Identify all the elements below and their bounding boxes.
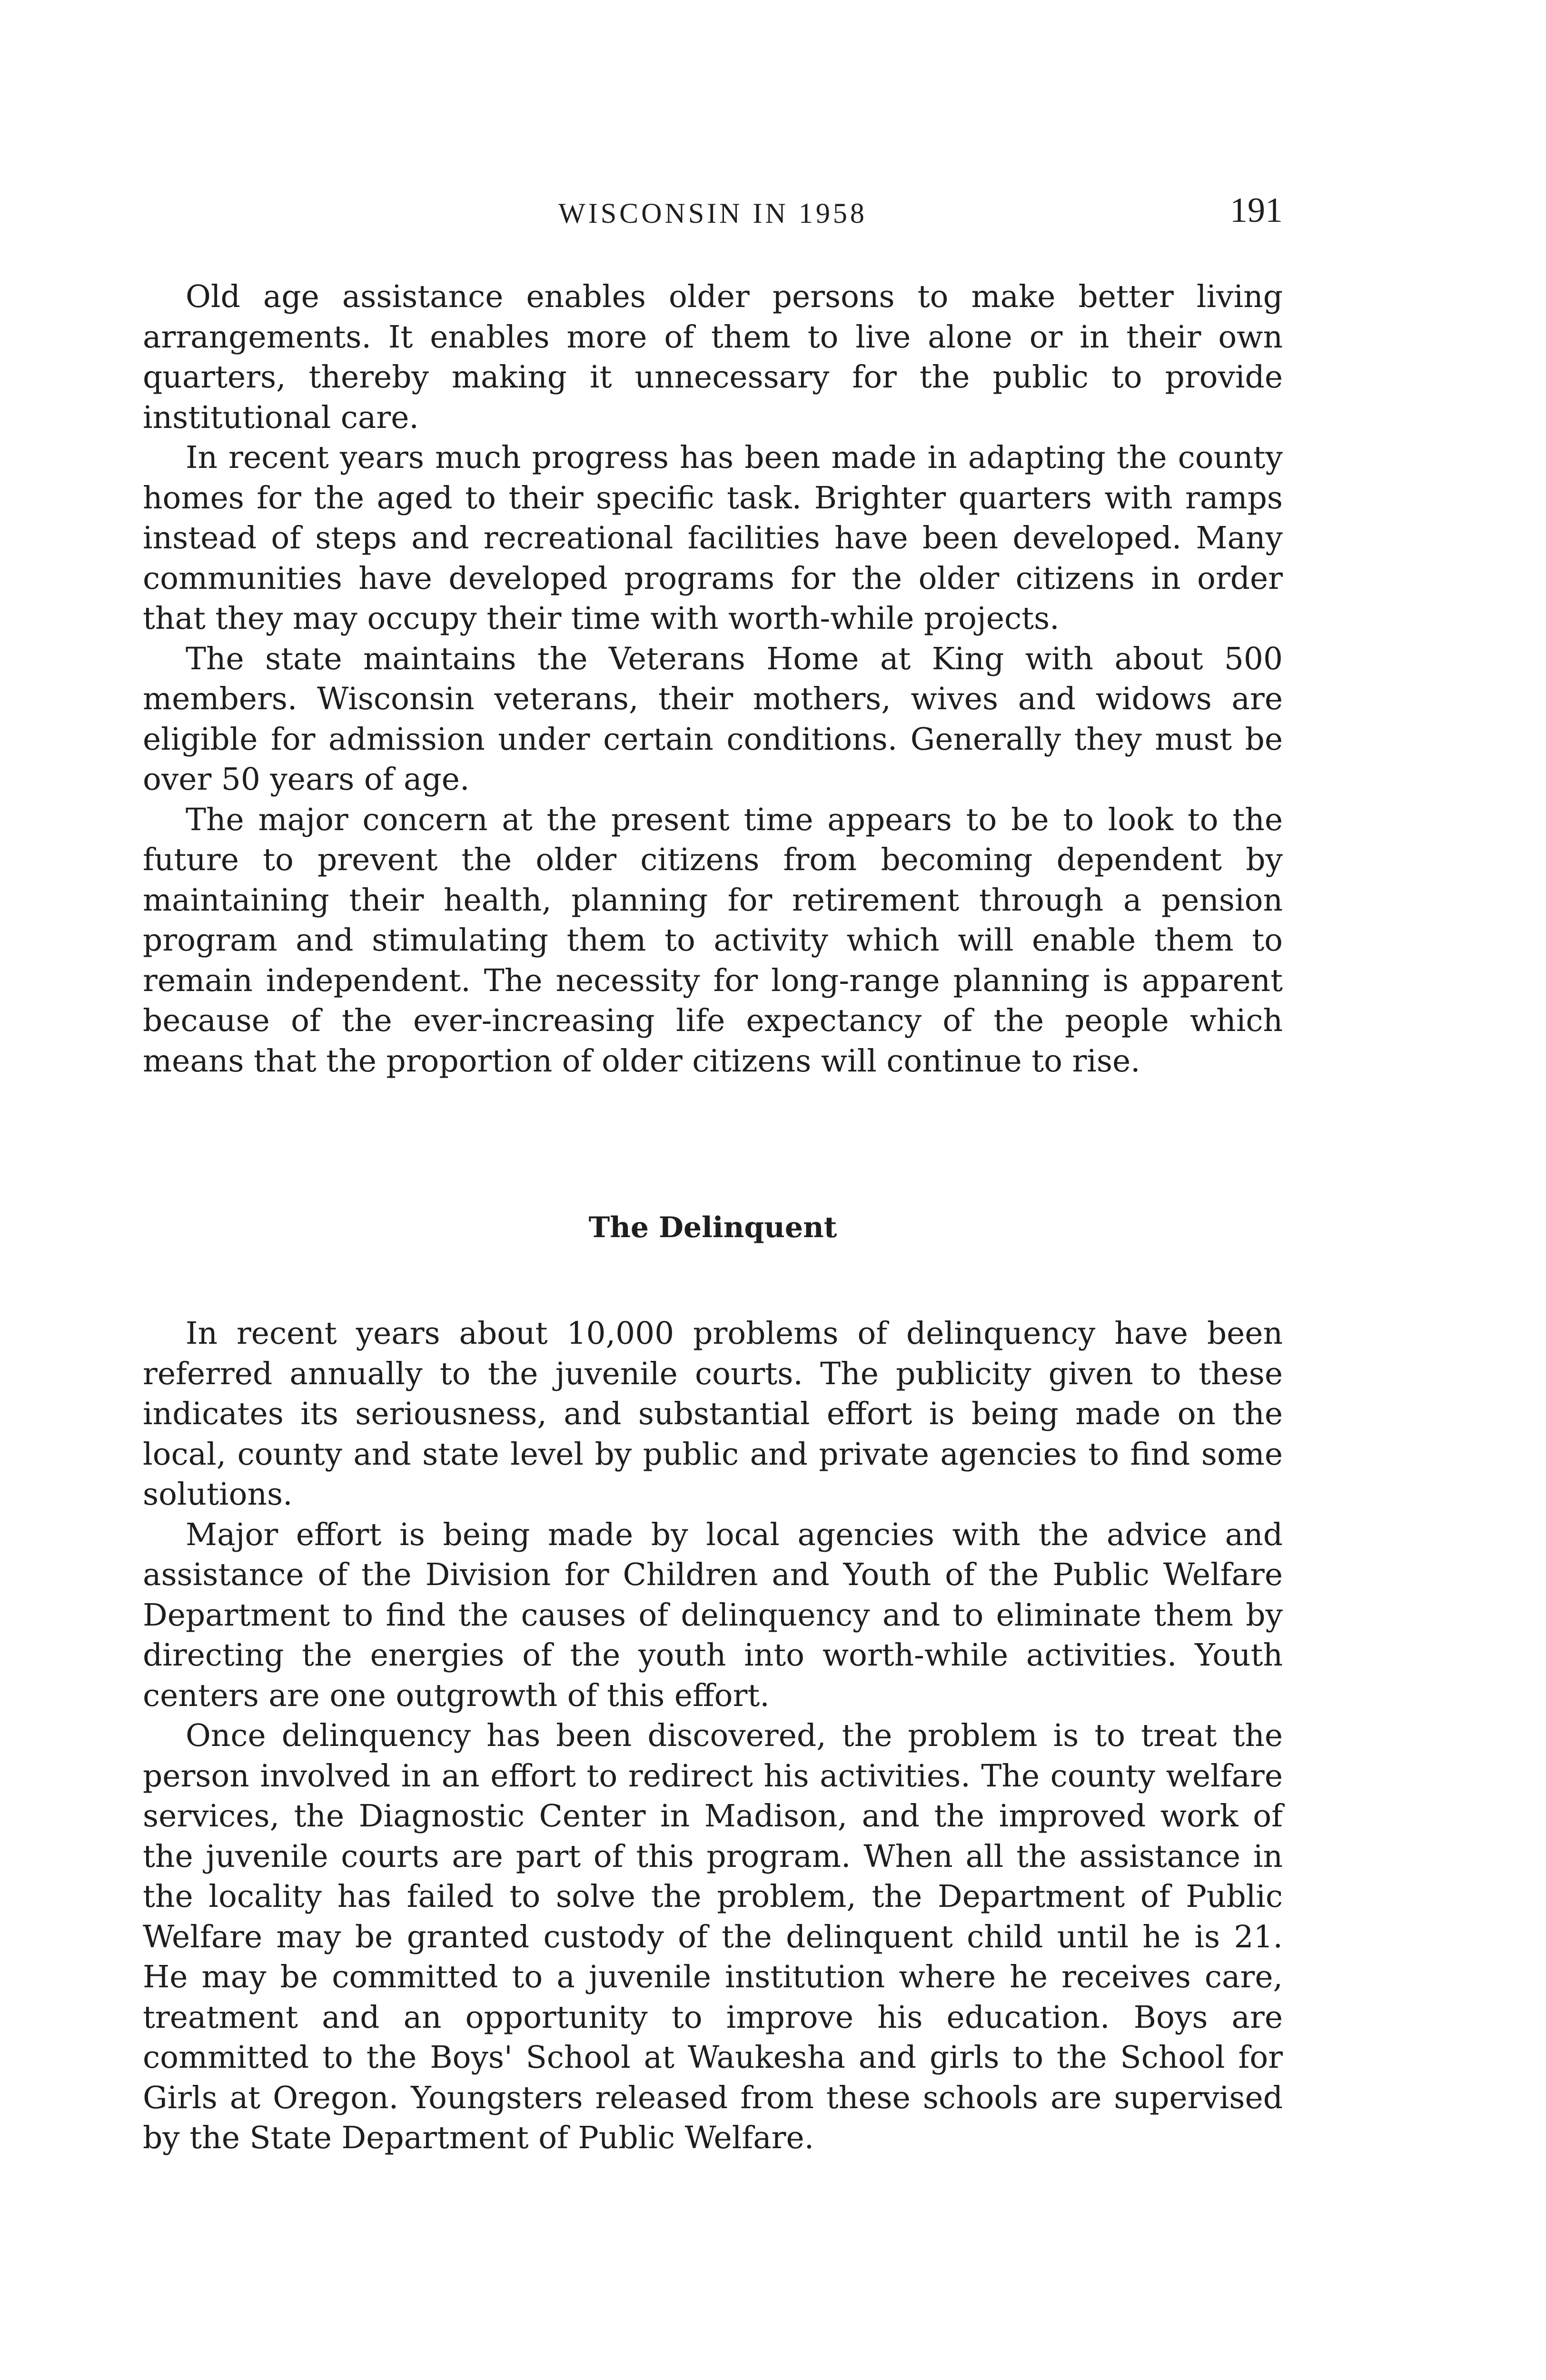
body-text-delinquent — [143, 1314, 1283, 2159]
body-text-aged — [143, 277, 1283, 1081]
paragraph: Major effort is being made by local agencies with the advice and assistance of the Division for Children and Youth of the Public Welfare Department to find the causes of delinquency and to eliminate them by directing the energies of the youth into worth-while activities. Youth centers are one outgrowth of this effort. — [143, 1517, 1283, 1714]
section-heading: The Delinquent — [588, 1211, 837, 1244]
paragraph: Old age assistance enables older persons to make better living arrangements. It enables more of them to live alone or in their own quarters, thereby making it unnecessary for the public to provide institutional care. — [143, 279, 1283, 436]
paragraph: Once delinquency has been discovered, the problem is to treat the person involved in an effort to redirect his activities. The county welfare services, the Diagnostic Center in Madison, and the improved work of the juvenile courts are part of this program. When all the assistance in the locality has failed to solve the problem, the Department of Public Welfare may be granted custody of the delinquent child until he is 21. He may be committed to a juvenile institution where he receives care, treatment and an opportunity to improve his education. Boys are committed to the Boys' School at Waukesha and girls to the School for Girls at Oregon. Youngsters released from these schools are supervised by the State Department of Public Welfare. — [143, 1718, 1283, 2156]
paragraph: In recent years much progress has been made in adapting the county homes for the aged to their specific task. Brighter quarters with ramps instead of steps and recreational facilities have been developed. Many communities have developed programs for the older citizens in order that they may occupy their time with worth-while projects. — [143, 440, 1283, 636]
running-title: WISCONSIN IN 1958 — [558, 198, 867, 229]
paragraph: In recent years about 10,000 problems of delinquency have been referred annually to the juvenile courts. The publicity given to these indicates its seriousness, and substantial effort is being made on the local, county and state level by public and private agencies to find some solutions. — [143, 1316, 1283, 1512]
paragraph: The state maintains the Veterans Home at King with about 500 members. Wisconsin veterans, their mothers, wives and widows are eligible for admission under certain conditions. Generally they must be over 50 years of age. — [143, 641, 1283, 797]
page-number: 191 — [1230, 191, 1283, 230]
running-head — [143, 189, 1283, 237]
paragraph: The major concern at the present time appears to be to look to the future to prevent the older citizens from becoming dependent by maintaining their health, planning for retirement through a pension program and stimulating them to activity which will enable them to remain independent. The necessity for long-range planning is apparent because of the ever-increasing life expectancy of the people which means that the proportion of older citizens will continue to rise. — [143, 802, 1283, 1079]
